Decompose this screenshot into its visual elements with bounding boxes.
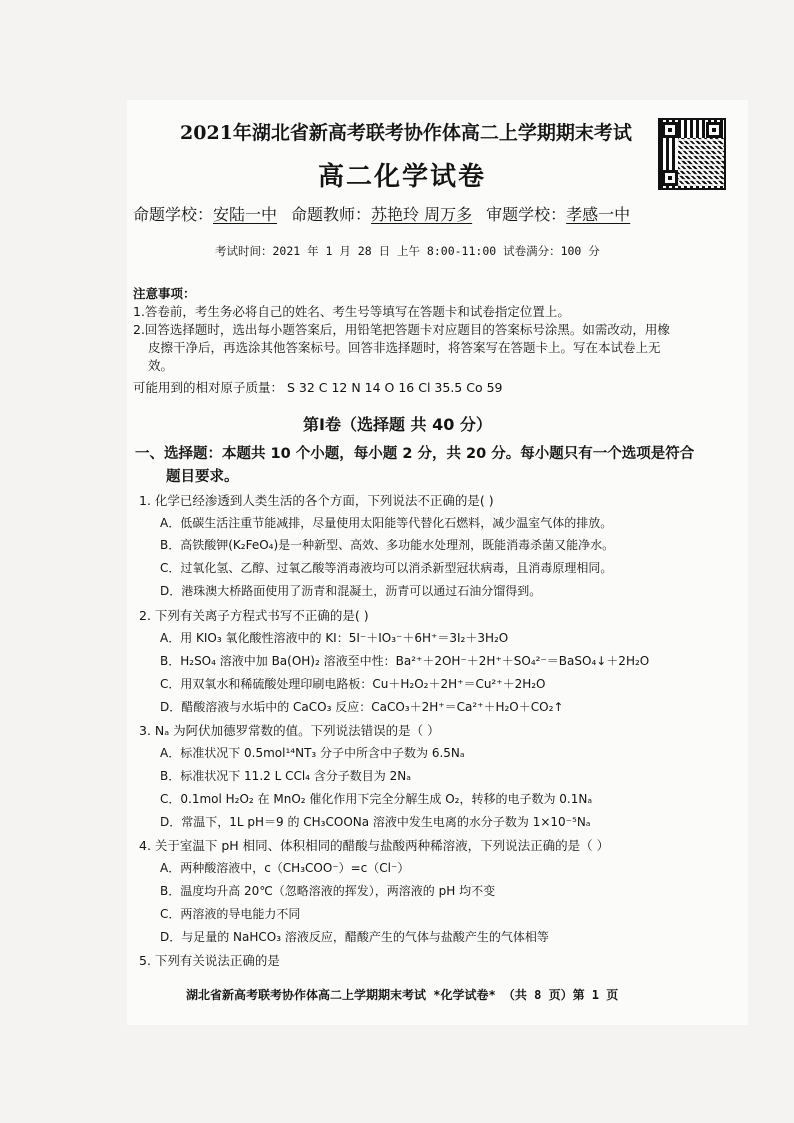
question-2-stem: 2. 下列有关离子方程式书写不正确的是( ): [139, 608, 369, 623]
note-item-1: 1.答卷前，考生务必将自己的姓名、考生号等填写在答题卡和试卷指定位置上。: [133, 304, 570, 319]
section-heading: 第Ⅰ卷（选择题 共 40 分）: [303, 415, 492, 434]
question-4-option-a: A．两种酸溶液中，c（CH₃COO⁻）=c（Cl⁻）: [160, 861, 410, 875]
page-footer: 湖北省新高考联考协作体高二上学期期末考试 *化学试卷* （共 8 页）第 1 页: [186, 988, 619, 1002]
section-instructions-cont: 题目要求。: [166, 469, 239, 485]
reviewer-school-label: 审题学校：: [486, 205, 567, 224]
question-4-option-c: C．两溶液的导电能力不同: [160, 907, 301, 921]
question-2-option-b: B．H₂SO₄ 溶液中加 Ba(OH)₂ 溶液至中性：Ba²⁺＋2OH⁻＋2H⁺＋SO₄²⁻＝BaSO₄↓＋2H₂O: [160, 654, 650, 668]
proposer-school: 安陆一中: [213, 205, 278, 224]
atomic-masses: 可能用到的相对原子质量： S 32 C 12 N 14 O 16 Cl 35.5 Co 59: [133, 380, 503, 395]
note-item-2-cont: 皮擦干净后，再选涂其他答案标号。回答非选择题时，将答案写在答题卡上。写在本试卷上无: [148, 340, 661, 355]
note-item-2-end: 效。: [148, 358, 174, 373]
question-2-option-d: D．醋酸溶液与水垢中的 CaCO₃ 反应：CaCO₃＋2H⁺＝Ca²⁺＋H₂O＋CO₂↑: [160, 700, 564, 714]
question-5-stem: 5. 下列有关说法正确的是: [139, 953, 280, 968]
question-2-option-c: C．用双氧水和稀硫酸处理印刷电路板：Cu＋H₂O₂＋2H⁺＝Cu²⁺＋2H₂O: [160, 677, 546, 691]
proposer-teacher-label: 命题教师：: [291, 205, 372, 224]
question-4-option-d: D．与足量的 NaHCO₃ 溶液反应，醋酸产生的气体与盐酸产生的气体相等: [160, 930, 549, 944]
proposer-school-label: 命题学校：: [133, 205, 214, 224]
question-1-option-d: D．港珠澳大桥路面使用了沥青和混凝土，沥青可以通过石油分馏得到。: [160, 584, 542, 598]
question-3-option-b: B．标准状况下 11.2 L CCl₄ 含分子数目为 2Nₐ: [160, 769, 411, 783]
notes-heading: 注意事项：: [133, 286, 196, 301]
question-3-option-a: A．标准状况下 0.5mol¹⁴NT₃ 分子中所含中子数为 6.5Nₐ: [160, 746, 465, 760]
question-3-stem: 3. Nₐ 为阿伏加德罗常数的值。下列说法错误的是（ ）: [139, 723, 440, 738]
proposer-teacher: 苏艳玲 周万多: [371, 205, 473, 224]
reviewer-school: 孝感一中: [566, 205, 631, 224]
paper-subtitle: 高二化学试卷: [318, 162, 487, 192]
exam-time: 考试时间：2021 年 1 月 28 日 上午 8:00-11:00 试卷满分：100 分: [215, 244, 600, 258]
question-1-stem: 1. 化学已经渗透到人类生活的各个方面，下列说法不正确的是( ): [139, 493, 494, 508]
question-4-stem: 4. 关于室温下 pH 相同、体积相同的醋酸与盐酸两种稀溶液，下列说法正确的是（ ）: [139, 838, 610, 853]
question-3-option-d: D．常温下，1L pH＝9 的 CH₃COONa 溶液中发生电离的水分子数为 1×10⁻⁵Nₐ: [160, 815, 591, 829]
author-line: [133, 202, 630, 225]
question-4-option-b: B．温度均升高 20℃（忽略溶液的挥发），两溶液的 pH 均不变: [160, 884, 496, 898]
question-1-option-a: A．低碳生活注重节能减排，尽量使用太阳能等代替化石燃料，减少温室气体的排放。: [160, 516, 613, 530]
qr-code-icon: [658, 118, 726, 190]
note-item-2: 2.回答选择题时，选出每小题答案后，用铅笔把答题卡对应题目的答案标号涂黑。如需改动，用橡: [133, 322, 670, 337]
exam-title: 2021年湖北省新高考联考协作体高二上学期期末考试: [180, 122, 632, 144]
question-1-option-c: C．过氧化氢、乙醇、过氧乙酸等消毒液均可以消杀新型冠状病毒，且消毒原理相同。: [160, 561, 613, 575]
section-instructions: 一、选择题：本题共 10 个小题，每小题 2 分，共 20 分。每小题只有一个选项是符合: [135, 446, 695, 462]
question-1-option-b: B．高铁酸钾(K₂FeO₄)是一种新型、高效、多功能水处理剂，既能消毒杀菌又能净水。: [160, 538, 615, 552]
question-3-option-c: C．0.1mol H₂O₂ 在 MnO₂ 催化作用下完全分解生成 O₂，转移的电子数为 0.1Nₐ: [160, 792, 593, 806]
question-2-option-a: A．用 KIO₃ 氧化酸性溶液中的 KI：5I⁻＋IO₃⁻＋6H⁺＝3I₂＋3H₂O: [160, 631, 509, 645]
